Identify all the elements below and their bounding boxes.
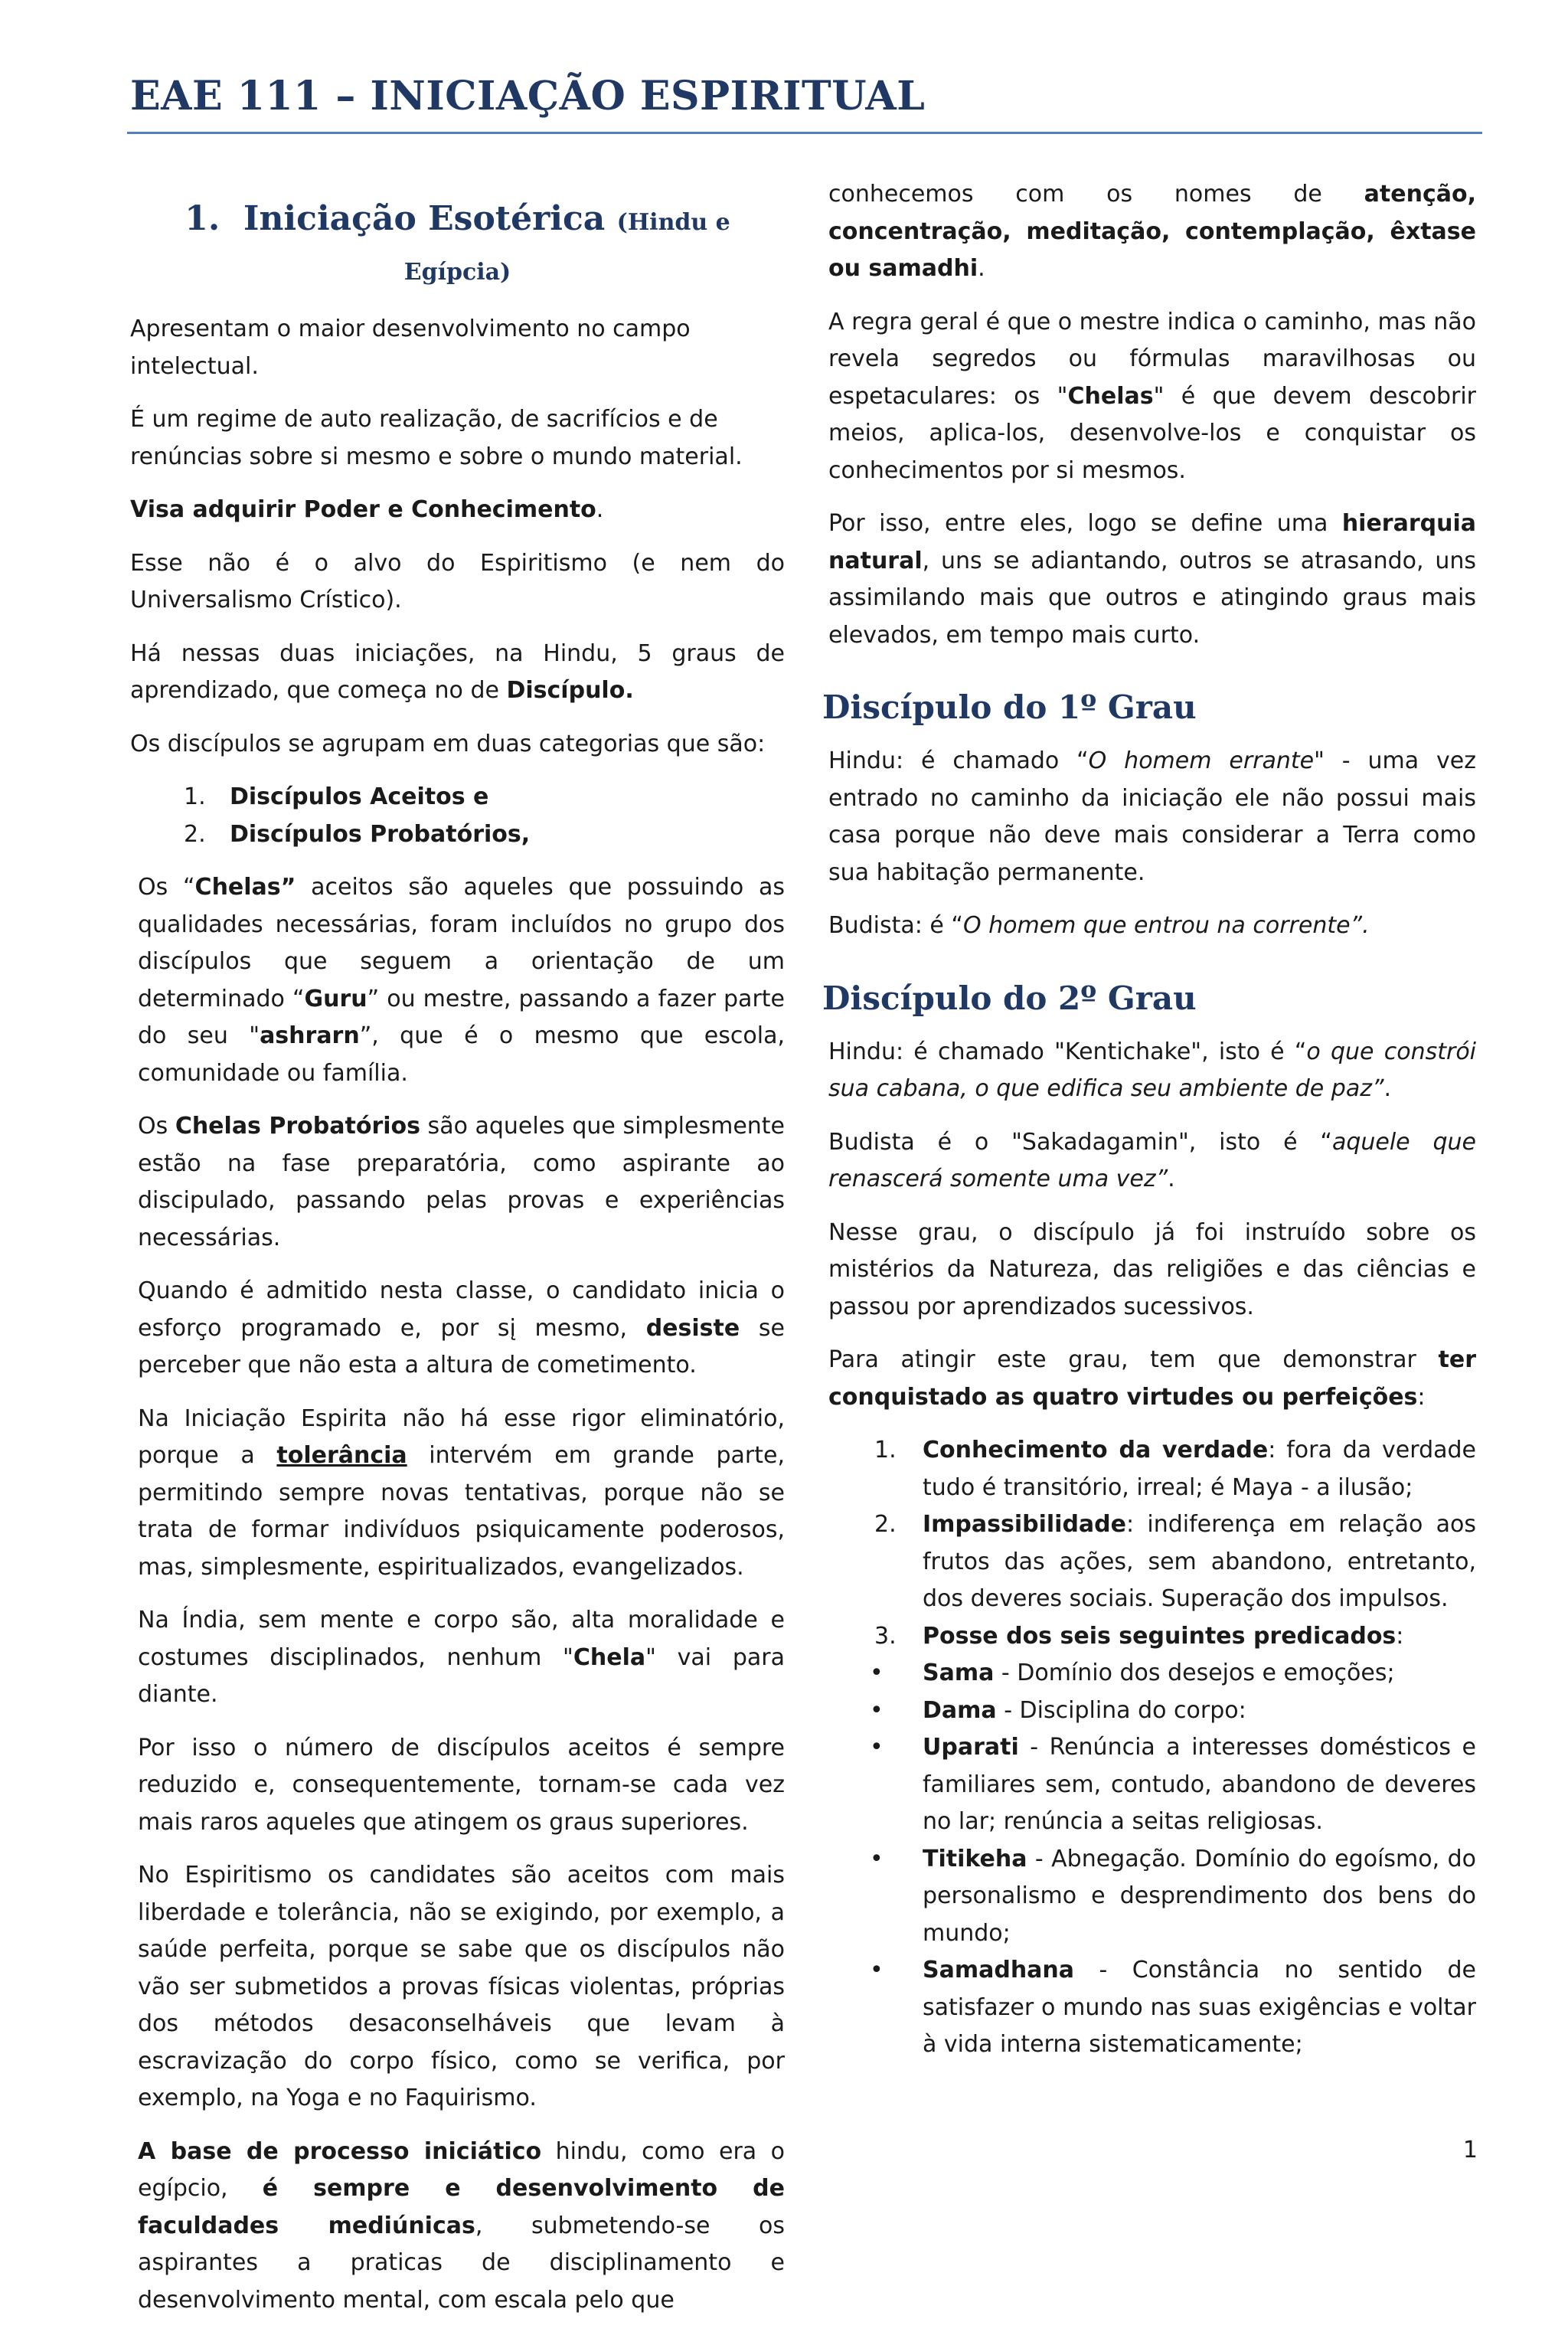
paragraph: conhecemos com os nomes de atenção, concentração, meditação, contemplação, êxtase ou samadhi. [828, 181, 1476, 282]
paragraph: É um regime de auto realização, de sacrifícios e de renúncias sobre si mesmo e sobre o mundo material. [130, 406, 743, 470]
list-item: • Samadhana - Constância no sentido de satisfazer o mundo nas suas exigências e voltar à vida interna sistematicamente; [828, 1952, 1476, 2064]
grade-1-heading: Discípulo do 1º Grau [822, 688, 1197, 726]
paragraph: Visa adquirir Poder e Conhecimento. [130, 496, 604, 523]
list-item: 1. Discípulos Aceitos e [184, 783, 489, 810]
bullet-icon: • [870, 1845, 884, 1872]
bullet-icon: • [870, 1660, 884, 1686]
list-item: 1. Conhecimento da verdade: fora da verdade tudo é transitório, irreal; é Maya - a ilusão; [874, 1437, 1476, 1501]
page-number: 1 [1462, 2137, 1478, 2163]
section-heading: 1. Iniciação Esotérica (Hindu e Egípcia) [185, 199, 730, 286]
paragraph: Quando é admitido nesta classe, o candidato inicia o esforço programado e, por sį mesmo, desiste se perceber que não esta a altura de cometimento. [138, 1277, 785, 1378]
paragraph: Apresentam o maior desenvolvimento no campo intelectual. [130, 316, 691, 380]
list-item: • Uparati - Renúncia a interesses domésticos e familiares sem, contudo, abandono de deveres no lar; renúncia a seitas religiosas. [828, 1729, 1476, 1841]
paragraph: Os “Chelas” aceitos são aqueles que possuindo as qualidades necessárias, foram incluídos no grupo dos discípulos que seguem a orientação de um determinado “Guru” ou mestre, passando a fazer parte do seu "ashrarn”, que é o mesmo que escola, comunidade ou família. [138, 874, 785, 1087]
paragraph: Por isso o número de discípulos aceitos é sempre reduzido e, consequentemente, tornam-se cada vez mais raros aqueles que atingem os graus superiores. [138, 1734, 785, 1836]
paragraph: No Espiritismo os candidates são aceitos com mais liberdade e tolerância, não se exigindo, por exemplo, a saúde perfeita, porque se sabe que os discípulos não vão ser submetidos a provas físicas violentas, próprias dos métodos desaconselháveis que levam à escravização do corpo físico, como se verifica, por exemplo, na Yoga e no Faquirismo. [138, 1862, 785, 2111]
paragraph: Para atingir este grau, tem que demonstrar ter conquistado as quatro virtudes ou perfeições: [828, 1346, 1476, 1411]
paragraph: Há nessas duas iniciações, na Hindu, 5 graus de aprendizado, que começa no de Discípulo. [130, 639, 785, 704]
paragraph: Os discípulos se agrupam em duas categorias que são: [130, 730, 766, 757]
predicates-list [828, 1655, 1476, 2064]
bullet-icon: • [870, 1696, 884, 1724]
virtues-list [828, 1432, 1476, 2064]
paragraph: Por isso, entre eles, logo se define uma hierarquia natural, uns se adiantando, outros se atrasando, uns assimilando mais que outros e atingindo graus mais elevados, em tempo mais curto. [828, 510, 1476, 649]
paragraph: Nesse grau, o discípulo já foi instruído sobre os mistérios da Natureza, das religiões e das ciências e passou por aprendizados sucessivos. [828, 1218, 1476, 1320]
paragraph: Na Iniciação Espirita não há esse rigor eliminatório, porque a tolerância intervém em grande parte, permitindo sempre novas tentativas, porque não se trata de formar indivíduos psiquicamente poderosos, mas, simplesmente, espiritualizados, evangelizados. [138, 1405, 785, 1581]
paragraph: Budista é o "Sakadagamin", isto é “aquele que renascerá somente uma vez”. [828, 1128, 1476, 1192]
title-divider [127, 132, 1482, 134]
paragraph: Hindu: é chamado "Kentichake", isto é “o que constrói sua cabana, o que edifica seu ambiente de paz”. [828, 1038, 1477, 1102]
page-title: EAE 111 – INICIAÇÃO ESPIRITUAL [130, 73, 926, 119]
paragraph: A base de processo iniciático hindu, como era o egípcio, é sempre e desenvolvimento de faculdades mediúnicas, submetendo-se os aspirantes a praticas de disciplinamento e desenvolvimento mental, com escala pelo que [138, 2137, 786, 2314]
paragraph: Os Chelas Probatórios são aqueles que simplesmente estão na fase preparatória, como aspirante ao discipulado, passando pelas provas e experiências necessárias. [138, 1113, 786, 1251]
left-column [130, 176, 785, 2335]
right-column [822, 176, 1477, 2064]
list-item: • Sama - Domínio dos desejos e emoções; [828, 1655, 1476, 1692]
paragraph: Esse não é o alvo do Espiritismo (e nem do Universalismo Crístico). [130, 549, 785, 613]
category-list [130, 779, 785, 853]
list-item: • Dama - Disciplina do corpo: [828, 1692, 1476, 1730]
list-item: 3. Posse dos seis seguintes predicados: • Sama - Domínio dos desejos e emoções; • Dama - Disciplina do corpo: • Uparati - Renúncia a interesses domésticos e familiares sem, contudo, abandono de deveres no lar; renúncia a seitas religiosas. • Titikeha - Abnegação. Domínio do egoísmo, do personalismo e desprendimento dos bens do mundo; • Samadhana - Constância no sentido de satisfazer o mundo nas suas exigências e voltar à vida interna sistematicamente; [828, 1618, 1476, 2064]
paragraph: Hindu: é chamado “O homem errante" - uma vez entrado no caminho da iniciação ele não possui mais casa porque não deve mais considerar a Terra como sua habitação permanente. [828, 747, 1477, 886]
list-item: • Titikeha - Abnegação. Domínio do egoísmo, do personalismo e desprendimento dos bens do mundo; [828, 1841, 1476, 1953]
paragraph: Budista: é “O homem que entrou na corrente”. [828, 912, 1370, 939]
grade-2-heading: Discípulo do 2º Grau [822, 979, 1197, 1017]
bullet-icon: • [870, 1734, 884, 1761]
paragraph: A regra geral é que o mestre indica o caminho, mas não revela segredos ou fórmulas maravilhosas ou espetaculares: os "Chelas" é que devem descobrir meios, aplica-los, desenvolve-los e conquistar os conhecimentos por si mesmos. [828, 308, 1477, 484]
bullet-icon: • [870, 1957, 884, 1983]
paragraph: Na Índia, sem mente e corpo são, alta moralidade e costumes disciplinados, nenhum "Chela" vai para diante. [138, 1607, 785, 1708]
list-item: 2. Impassibilidade: indiferença em relação aos frutos das ações, sem abandono, entretanto, dos deveres sociais. Superação dos impulsos. [874, 1511, 1476, 1612]
list-item: 2. Discípulos Probatórios, [184, 820, 531, 848]
